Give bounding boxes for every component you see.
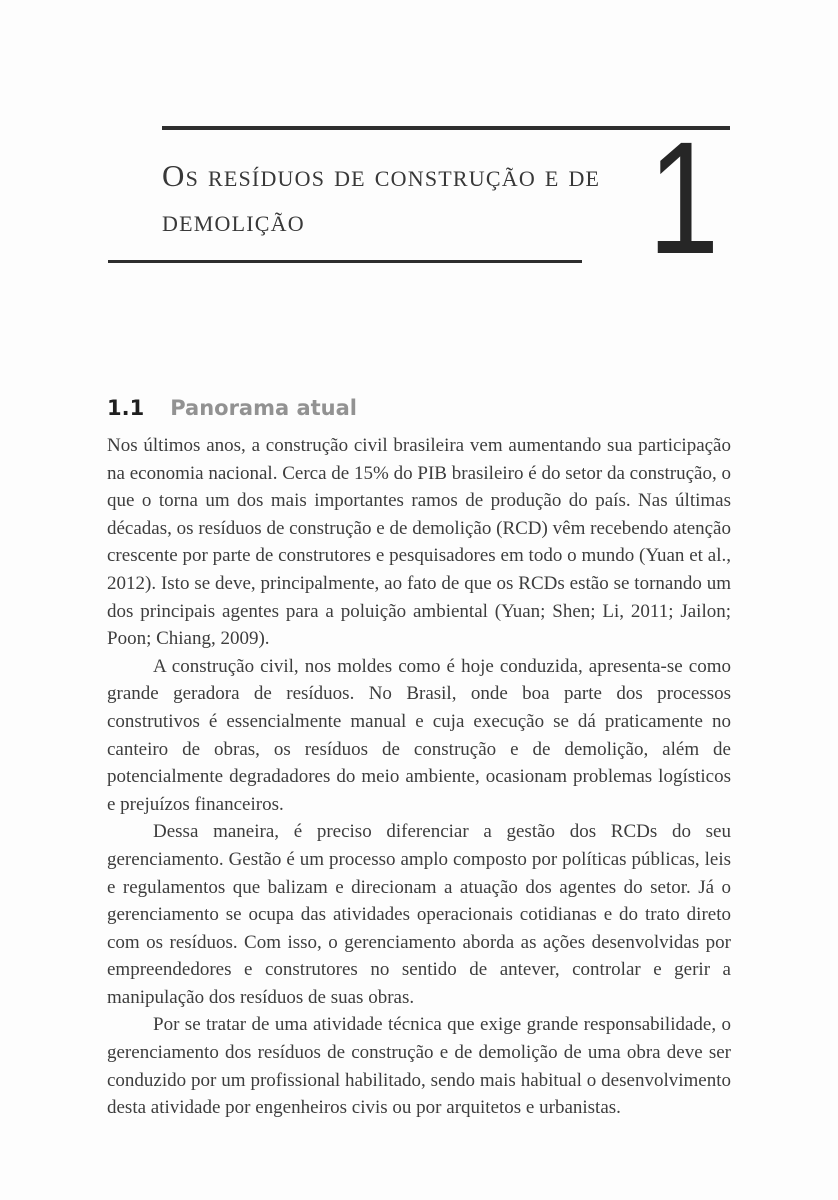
paragraph: Nos últimos anos, a construção civil brasileira vem aumentando sua participação na economia nacional. Cerca de 15% do PIB brasileiro é do setor da construção, o que o torna um dos mais importantes ramos de produção do país. Nas últimas décadas, os resíduos de construção e de demolição (RCD) vêm recebendo atenção crescente por parte de construtores e pesquisadores em todo o mundo (Yuan et al., 2012). Isto se deve, principalmente, ao fato de que os RCDs estão se tornando um dos principais agentes para a poluição ambiental (Yuan; Shen; Li, 2011; Jailon; Poon; Chiang, 2009). xyxy=(107,435,731,650)
chapter-content xyxy=(107,396,731,1122)
paragraph: A construção civil, nos moldes como é hoje conduzida, apresenta-se como grande geradora de resíduos. No Brasil, onde boa parte dos processos construtivos é essencialmente manual e cuja execução se dá praticamente no canteiro de obras, os resíduos de construção e de demolição, além de potencialmente degradadores do meio ambiente, ocasionam problemas logísticos e prejuízos financeiros. xyxy=(107,655,731,815)
chapter-rule-top xyxy=(162,126,730,130)
chapter-title: Os resíduos de construção e de demolição xyxy=(162,158,601,238)
paragraph: Dessa maneira, é preciso diferenciar a gestão dos RCDs do seu gerenciamento. Gestão é um processo amplo composto por políticas públicas, leis e regulamentos que balizam e direcionam a atuação dos agentes do setor. Já o gerenciamento se ocupa das atividades operacionais cotidianas e do trato direto com os resíduos. Com isso, o gerenciamento aborda as ações desenvolvidas por empreendedores e construtores no sentido de antever, controlar e gerir a manipulação dos resíduos de suas obras. xyxy=(107,821,731,1008)
section-number: 1.1 xyxy=(107,396,145,420)
chapter-number: 1 xyxy=(648,108,720,287)
chapter-rule-bottom xyxy=(108,260,582,263)
section-title: Panorama atual xyxy=(170,396,357,420)
section-heading xyxy=(107,396,731,421)
paragraph: Por se tratar de uma atividade técnica que exige grande responsabilidade, o gerenciamento dos resíduos de construção e de demolição de uma obra deve ser conduzido por um profissional habilitado, sendo mais habitual o desenvolvimento desta atividade por engenheiros civis ou por arquitetos e urbanistas. xyxy=(107,1014,731,1119)
